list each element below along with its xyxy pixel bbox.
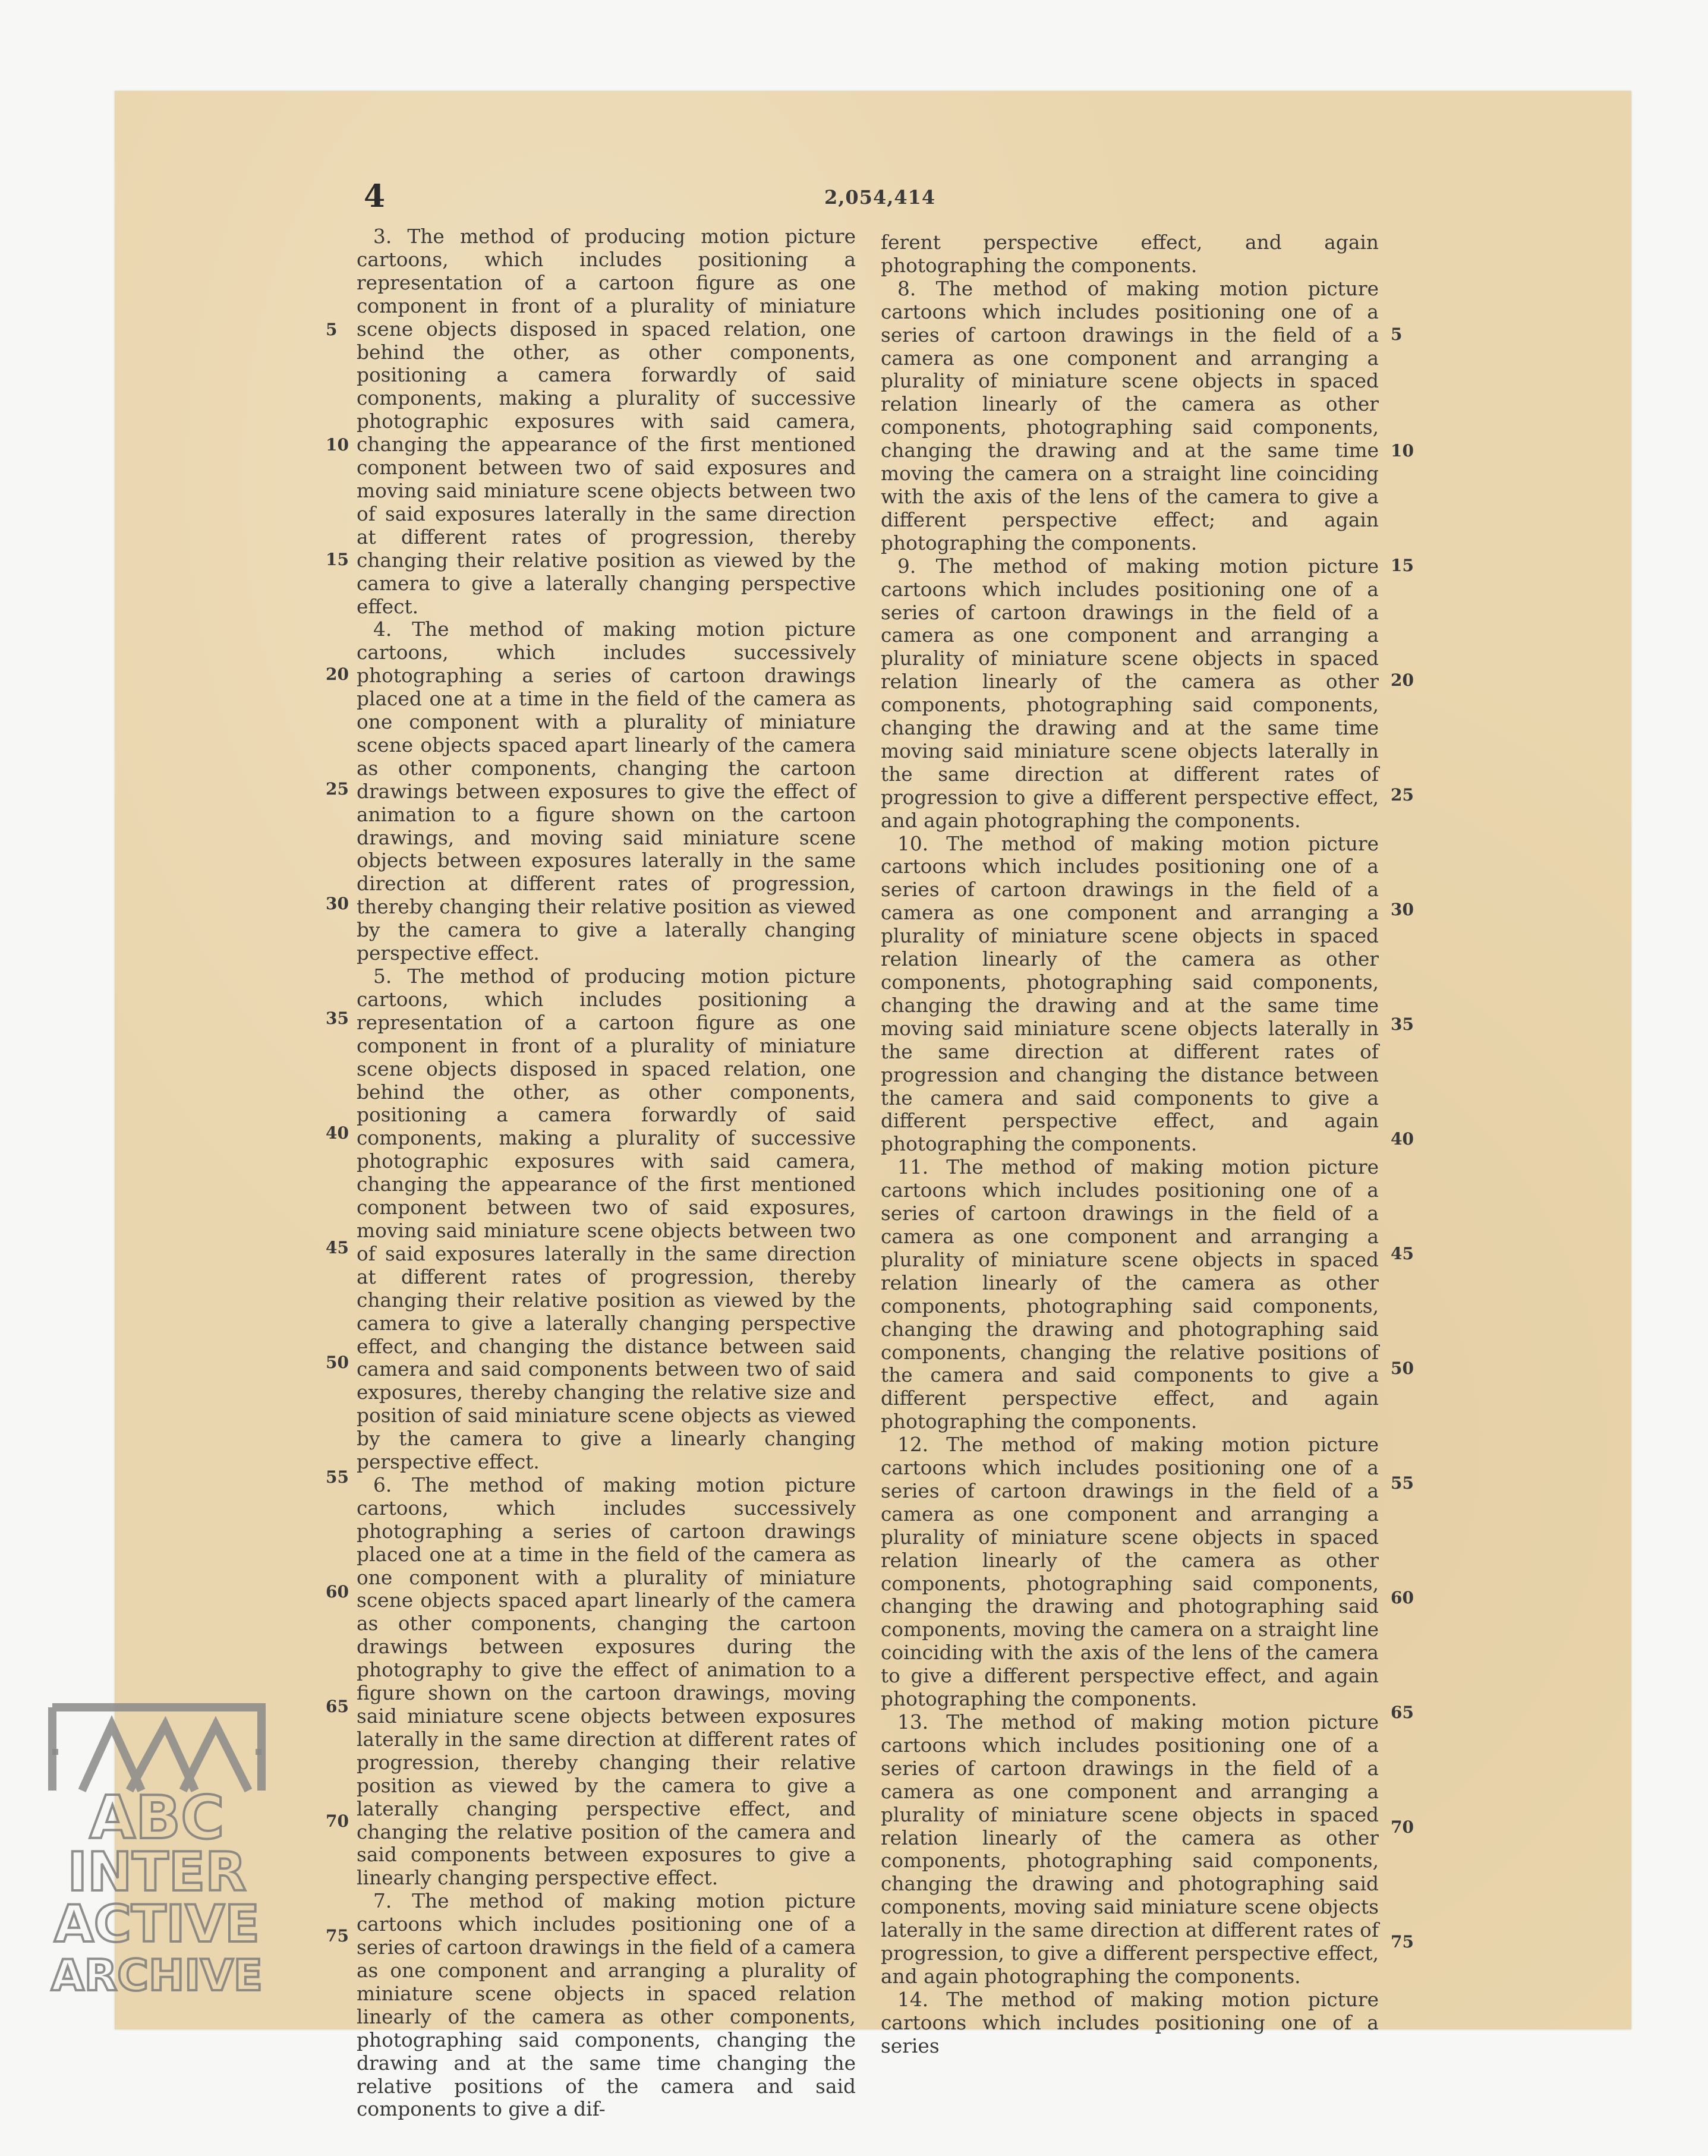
line-number: 20	[326, 664, 349, 684]
line-number: 5	[1391, 324, 1403, 344]
claim-3: 3. The method of producing motion picture cartoons, which includes positioning a representation of a cartoon figure as one component in front of a plurality of miniature scene objects disposed in spaced relation, one behind the other, as other components, positioning a camera forwardly of said components, making a plurality of successive photographic exposures with said camera, changing the appearance of the first mentioned component between two of said exposures and moving said miniature scene objects between two of said exposures laterally in the same direction at different rates of progression, thereby changing their relative position as viewed by the camera to give a laterally changing perspective effect.	[357, 225, 856, 618]
claim-10: 10. The method of making motion picture cartoons which includes positioning one of a series of cartoon drawings in the field of a camera as one component and arranging a plurality of miniature scene objects in spaced relation linearly of the camera as other components, photographing said components, changing the drawing and at the same time moving said miniature scene objects laterally in the same direction at different rates of progression and changing the distance between the camera and said components to give a different perspective effect, and again photographing the components.	[881, 832, 1379, 1156]
line-number: 35	[1391, 1014, 1414, 1034]
claim-13: 13. The method of making motion picture cartoons which includes positioning one of a series of cartoon drawings in the field of a camera as one component and arranging a plurality of miniature scene objects in spaced relation linearly of the camera as other components, photographing said components, changing the drawing and photographing said components, moving said miniature scene objects laterally in the same direction at different rates of progression, to give a different perspective effect, and again photographing the components.	[881, 1711, 1379, 1988]
line-number: 60	[1391, 1588, 1414, 1607]
line-number: 70	[326, 1811, 349, 1831]
line-number: 50	[326, 1353, 349, 1372]
line-number: 55	[326, 1467, 349, 1487]
line-number: 40	[326, 1123, 349, 1143]
line-number: 75	[1391, 1932, 1414, 1952]
watermark-line-2: INTER	[67, 1841, 247, 1903]
claim-9: 9. The method of making motion picture cartoons which includes positioning one of a series of cartoon drawings in the field of a camera as one component and arranging a plurality of miniature scene objects in spaced relation linearly of the camera as other components, photographing said components, changing the drawing and at the same time moving said miniature scene objects laterally in the same direction at different rates of progression to give a different perspective effect, and again photographing the components.	[881, 554, 1379, 832]
line-number: 15	[1391, 556, 1414, 575]
line-number: 60	[326, 1582, 349, 1602]
watermark-line-4: ARCHIVE	[51, 1950, 263, 1995]
right-column	[881, 231, 1379, 2058]
line-number: 5	[326, 320, 338, 339]
line-number: 30	[1391, 900, 1414, 919]
claim-7-continued: ferent perspective effect, and again photographing the components.	[881, 231, 1379, 277]
line-number: 40	[1391, 1129, 1414, 1149]
line-number: 10	[1391, 441, 1414, 461]
line-number: 65	[1391, 1703, 1414, 1722]
line-number: 45	[326, 1238, 349, 1257]
patent-number: 2,054,414	[824, 186, 936, 209]
claim-8: 8. The method of making motion picture cartoons which includes positioning one of a series of cartoon drawings in the field of a camera as one component and arranging a plurality of miniature scene objects in spaced relation linearly of the camera as other components, photographing said components, changing the drawing and at the same time moving the camera on a straight line coinciding with the axis of the lens of the camera to give a different perspective effect; and again photographing the components.	[881, 277, 1379, 554]
line-number: 45	[1391, 1244, 1414, 1263]
left-column	[357, 225, 856, 2121]
abc-archive-watermark-logo	[46, 1701, 267, 1995]
claim-7: 7. The method of making motion picture cartoons which includes positioning one of a series of cartoon drawings in the field of a camera as one component and arranging a plurality of miniature scene objects in spaced relation linearly of the camera as other components, photographing said components, changing the drawing and at the same time changing the relative positions of the camera and said components to give a dif-	[357, 1890, 856, 2121]
line-number: 35	[326, 1008, 349, 1028]
claim-6: 6. The method of making motion picture cartoons, which includes successively photographing a series of cartoon drawings placed one at a time in the field of the camera as one component with a plurality of miniature scene objects spaced apart linearly of the camera as other components, changing the cartoon drawings between exposures during the photography to give the effect of animation to a figure shown on the cartoon drawings, moving said miniature scene objects between exposures laterally in the same direction at different rates of progression, thereby changing their relative position as viewed by the camera to give a laterally changing perspective effect, and changing the relative position of the camera and said components between exposures to give a linearly changing perspective effect.	[357, 1473, 856, 1890]
line-number: 25	[1391, 785, 1414, 805]
line-number: 55	[1391, 1473, 1414, 1493]
line-number: 65	[326, 1697, 349, 1716]
line-number: 25	[326, 779, 349, 799]
line-number: 20	[1391, 670, 1414, 690]
claim-12: 12. The method of making motion picture cartoons which includes positioning one of a series of cartoon drawings in the field of a camera as one component and arranging a plurality of miniature scene objects in spaced relation linearly of the camera as other components, photographing said components, changing the drawing and photographing said components, moving the camera on a straight line coinciding with the axis of the lens of the camera to give a different perspective effect, and again photographing the components.	[881, 1433, 1379, 1711]
line-number: 75	[326, 1926, 349, 1946]
claim-5: 5. The method of producing motion picture cartoons, which includes positioning a representation of a cartoon figure as one component in front of a plurality of miniature scene objects disposed in spaced relation, one behind the other, as other components, positioning a camera forwardly of said components, making a plurality of successive photographic exposures with said camera, changing the appearance of the first mentioned component between two of said exposures, moving said miniature scene objects between two of said exposures laterally in the same direction at different rates of progression, thereby changing their relative position as viewed by the camera to give a laterally changing perspective effect, and changing the distance between said camera and said components between two of said exposures, thereby changing the relative size and position of said miniature scene objects as viewed by the camera to give a linearly changing perspective effect.	[357, 965, 856, 1474]
line-number: 30	[326, 894, 349, 913]
line-number: 10	[326, 435, 349, 455]
claim-4: 4. The method of making motion picture cartoons, which includes successively photographing a series of cartoon drawings placed one at a time in the field of the camera as one component with a plurality of miniature scene objects spaced apart linearly of the camera as other components, changing the cartoon drawings between exposures to give the effect of animation to a figure shown on the cartoon drawings, and moving said miniature scene objects between exposures laterally in the same direction at different rates of progression, thereby changing their relative position as viewed by the camera to give a laterally changing perspective effect.	[357, 618, 856, 965]
claim-11: 11. The method of making motion picture cartoons which includes positioning one of a series of cartoon drawings in the field of a camera as one component and arranging a plurality of miniature scene objects in spaced relation linearly of the camera as other components, photographing said components, changing the drawing and photographing said components, changing the relative positions of the camera and said components to give a different perspective effect, and again photographing the components.	[881, 1156, 1379, 1433]
line-number: 15	[326, 550, 349, 569]
watermark-line-1: ABC	[89, 1783, 225, 1852]
line-number: 70	[1391, 1817, 1414, 1837]
line-number: 50	[1391, 1358, 1414, 1378]
page-number: 4	[364, 178, 386, 215]
claim-14: 14. The method of making motion picture cartoons which includes positioning one of a series	[881, 1988, 1379, 2057]
document-page	[115, 91, 1631, 2029]
watermark-line-3: ACTIVE	[54, 1895, 260, 1954]
